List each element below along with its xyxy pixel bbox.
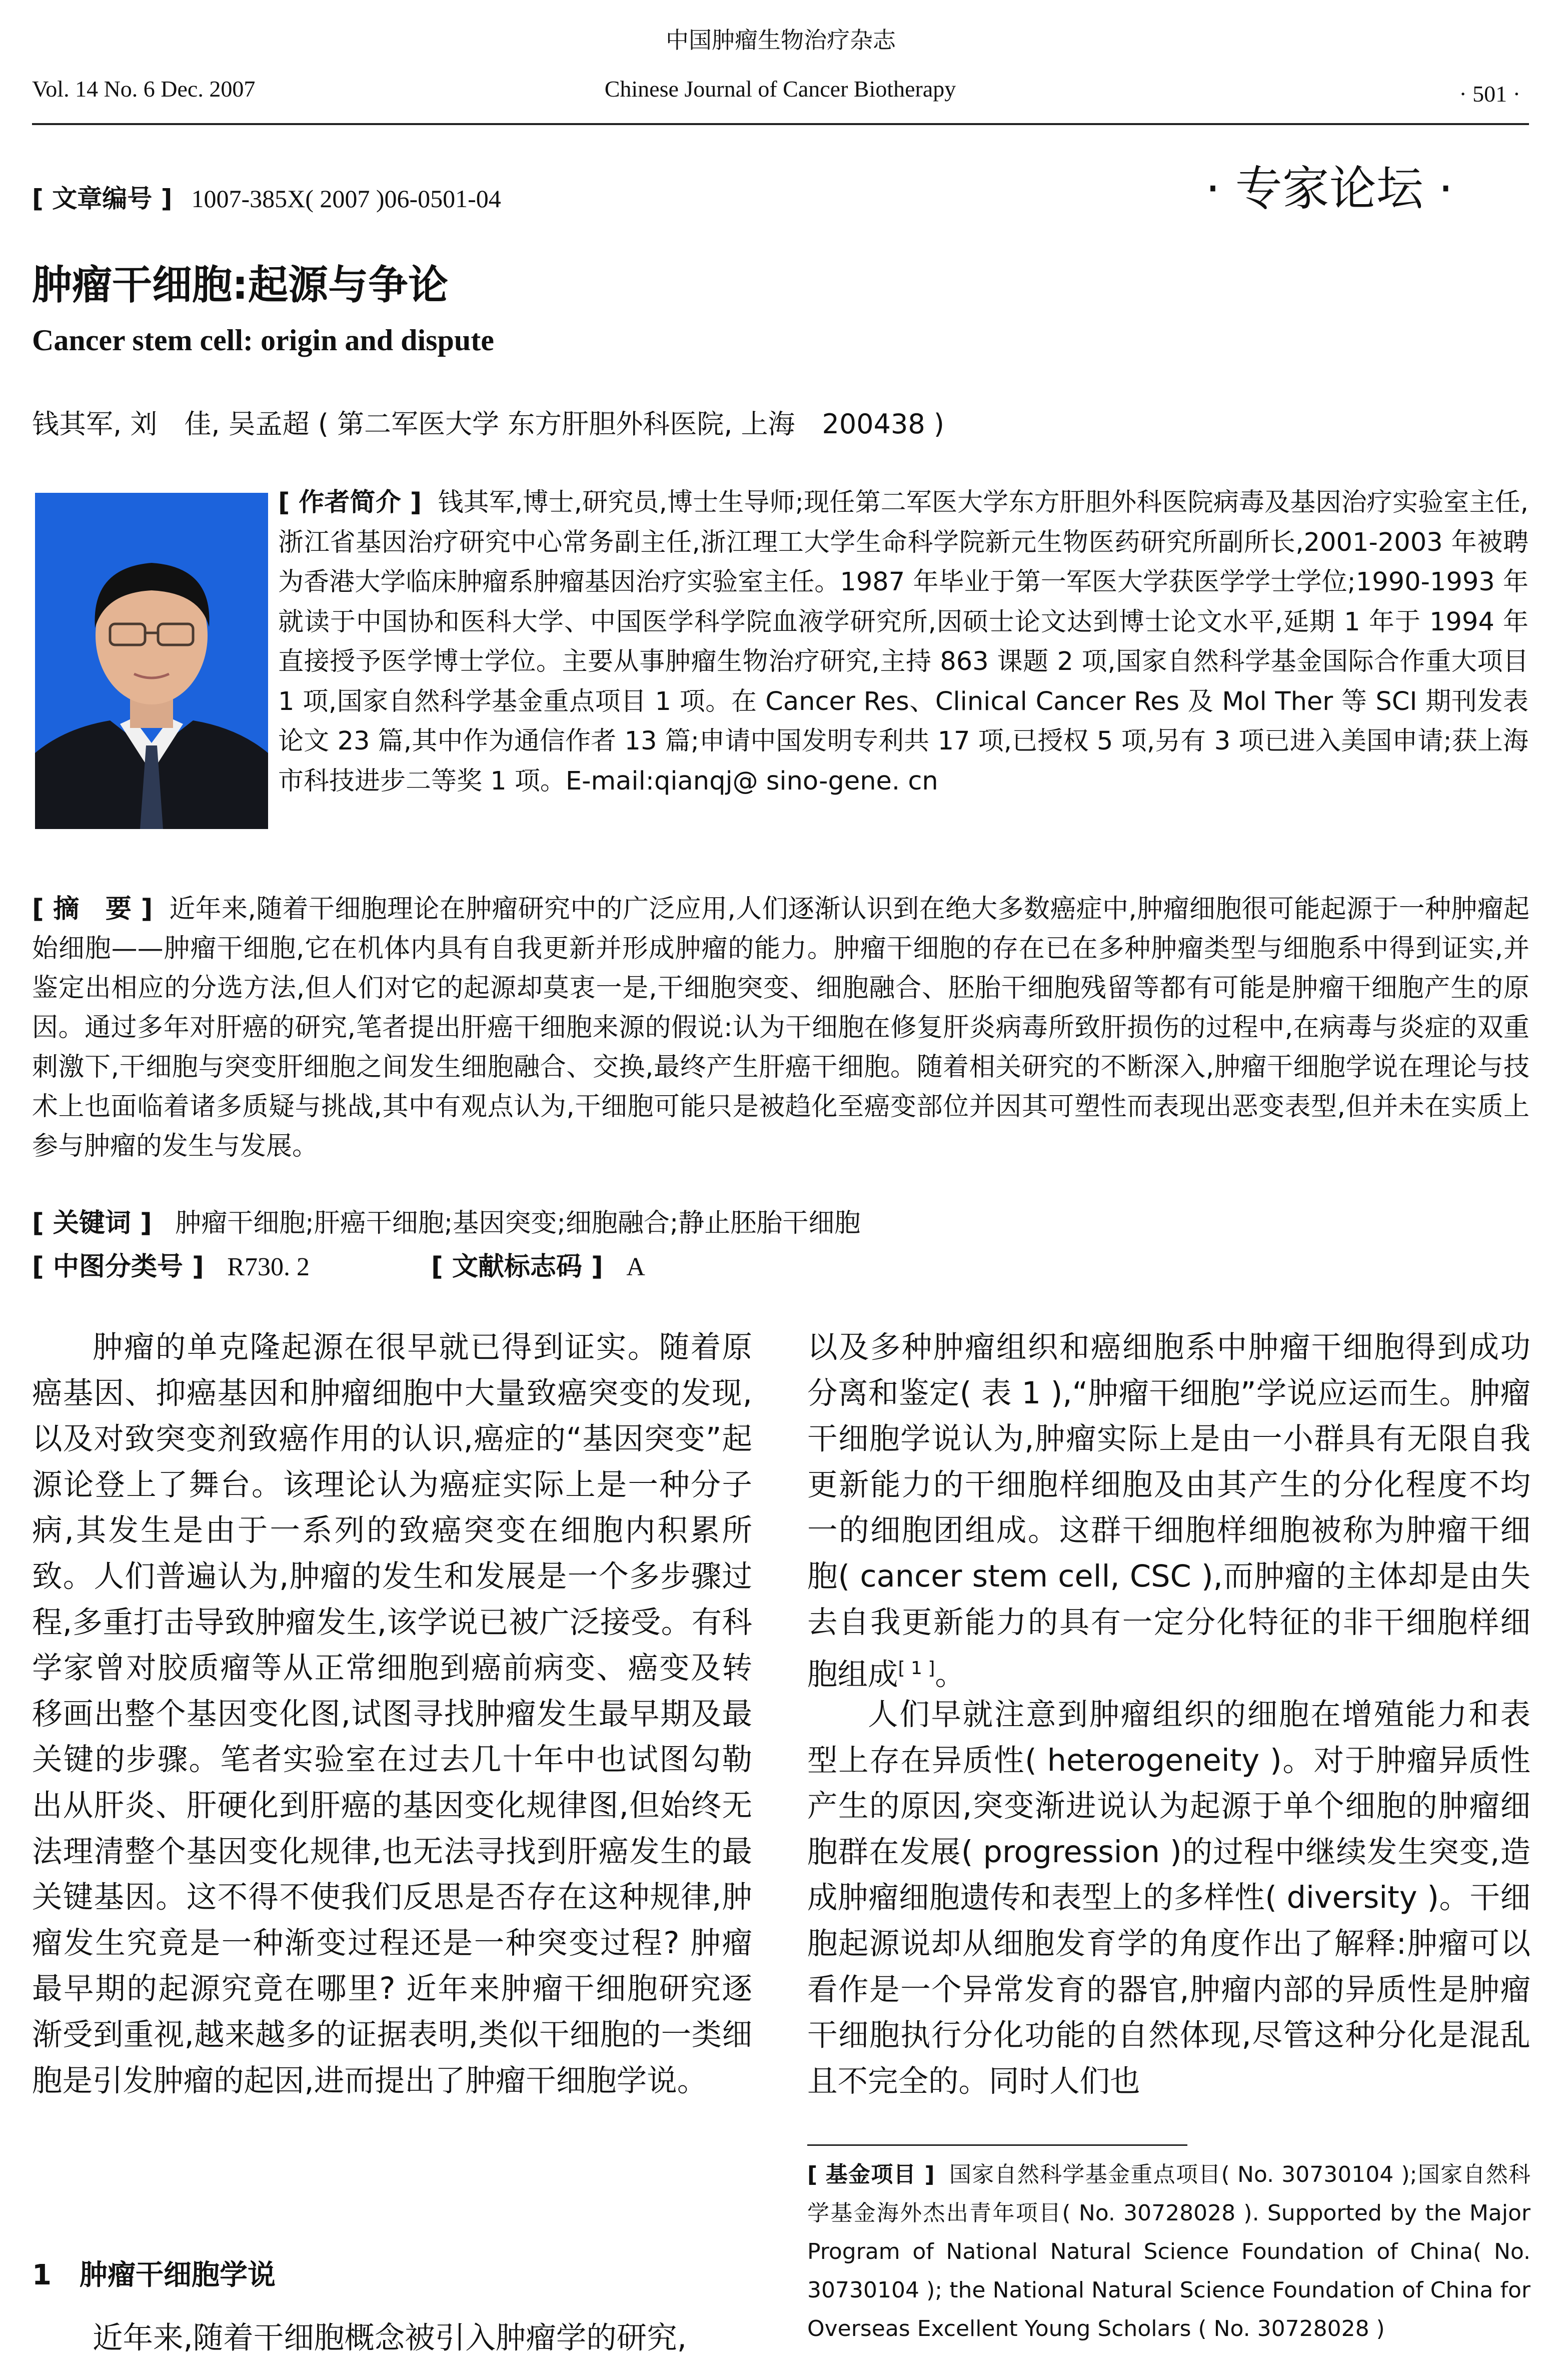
footnote-rule [807, 2144, 1187, 2146]
article-number [32, 181, 501, 216]
citation-ref-1: [ 1 ] [898, 1658, 935, 1679]
title-en: Cancer stem cell: origin and dispute [32, 324, 494, 357]
right-paragraph-1-end: 。 [935, 1657, 965, 1693]
author-bio-label: [ 作者简介 ] [278, 488, 422, 517]
section-heading-1: 1 肿瘤干细胞学说 [32, 2259, 276, 2291]
author-portrait-image [35, 493, 268, 829]
journal-name-cn: 中国肿瘤生物治疗杂志 [666, 27, 896, 54]
page-number: · 501 · [1459, 81, 1520, 107]
abstract-text: 近年来,随着干细胞理论在肿瘤研究中的广泛应用,人们逐渐认识到在绝大多数癌症中,肿瘤细胞很可能起源于一种肿瘤起始细胞——肿瘤干细胞,它在机体内具有自我更新并形成肿瘤的能力。肿瘤干细胞的存在已在多种肿瘤类型与细胞系中得到证实,并鉴定出相应的分选方法,但人们对它的起源却莫衷一是,干细胞突变、细胞融合、胚胎干细胞残留等都有可能是肿瘤干细胞产生的原因。通过多年对肝癌的研究,笔者提出肝癌干细胞来源的假说:认为干细胞在修复肝炎病毒所致肝损伤的过程中,在病毒与炎症的双重刺激下,干细胞与突变肝细胞之间发生细胞融合、交换,最终产生肝癌干细胞。随着相关研究的不断深入,肿瘤干细胞学说在理论与技术上也面临着诸多质疑与挑战,其中有观点认为,干细胞可能只是被趋化至癌变部位并因其可塑性而表现出恶变表型,但并未在实质上参与肿瘤的发生与发展。 [32, 894, 1529, 1161]
author-photo [35, 493, 268, 829]
keywords-label: [ 关键词 ] [32, 1208, 152, 1238]
right-paragraph-2: 人们早就注意到肿瘤组织的细胞在增殖能力和表型上存在异质性( heterogeneity )。对于肿瘤异质性产生的原因,突变渐进说认为起源于单个细胞的肿瘤细胞群在发展( progression )的过程中继续发生突变,造成肿瘤细胞遗传和表型上的多样性( diversity )。干细胞起源说却从细胞发育学的角度作出了解释:肿瘤可以看作是一个异常发育的器官,肿瘤内部的异质性是肿瘤干细胞执行分化功能的自然体现,尽管这种分化是混乱且不完全的。同时人们也 [807, 1697, 1530, 2099]
right-paragraph-1 [807, 1325, 1530, 1698]
volume-info: Vol. 14 No. 6 Dec. 2007 [32, 76, 256, 102]
fund-footnote [807, 2155, 1530, 2348]
left-paragraph-2: 近年来,随着干细胞概念被引入肿瘤学的研究, [93, 2320, 687, 2355]
clc-value: R730. 2 [227, 1253, 310, 1281]
abstract-label: [ 摘 要 ] [32, 894, 153, 924]
title-cn: 肿瘤干细胞:起源与争论 [32, 262, 448, 308]
authors: 钱其军, 刘 佳, 吴孟超 ( 第二军医大学 东方肝胆外科医院, 上海 200438 ) [32, 408, 944, 440]
left-paragraph-1: 肿瘤的单克隆起源在很早就已得到证实。随着原癌基因、抑癌基因和肿瘤细胞中大量致癌突变的发现,以及对致突变剂致癌作用的认识,癌症的“基因突变”起源论登上了舞台。该理论认为癌症实际上是一种分子病,其发生是由于一系列的致癌突变在细胞内积累所致。人们普遍认为,肿瘤的发生和发展是一个多步骤过程,多重打击导致肿瘤发生,该学说已被广泛接受。有科学家曾对胶质瘤等从正常细胞到癌前病变、癌变及转移画出整个基因变化图,试图寻找肿瘤发生最早期及最关键的步骤。笔者实验室在过去几十年中也试图勾勒出从肝炎、肝硬化到肝癌的基因变化规律图,但始终无法理清整个基因变化规律,也无法寻找到肝癌发生的最关键基因。这不得不使我们反思是否存在这种规律,肿瘤发生究竟是一种渐变过程还是一种突变过程? 肿瘤最早期的起源究竟在哪里? 近年来肿瘤干细胞研究逐渐受到重视,越来越多的证据表明,类似干细胞的一类细胞是引发肿瘤的起因,进而提出了肿瘤干细胞学说。 [32, 1330, 752, 2098]
fund-text: 国家自然科学基金重点项目( No. 30730104 );国家自然科学基金海外杰出青年项目( No. 30728028 ). Supported by the Major Program of National Natural Science Foundation of China( No. 30730104 ); the National Natural Science Foundation of China for Overseas Excellent Young Scholars ( No. 30728028 ) [807, 2162, 1530, 2341]
header-rule [32, 123, 1529, 125]
doc-code-value: A [626, 1253, 645, 1281]
author-bio-text: 钱其军,博士,研究员,博士生导师;现任第二军医大学东方肝胆外科医院病毒及基因治疗实验室主任,浙江省基因治疗研究中心常务副主任,浙江理工大学生命科学院新元生物医药研究所副所长,2001-2003 年被聘为香港大学临床肿瘤系肿瘤基因治疗实验室主任。1987 年毕业于第一军医大学获医学学士学位;1990-1993 年就读于中国协和医科大学、中国医学科学院血液学研究所,因硕士论文达到博士论文水平,延期 1 年于 1994 年直接授予医学博士学位。主要从事肿瘤生物治疗研究,主持 863 课题 2 项,国家自然科学基金国际合作重大项目 1 项,国家自然科学基金重点项目 1 项。在 Cancer Res、Clinical Cancer Res 及 Mol Ther 等 SCI 期刊发表论文 23 篇,其中作为通信作者 13 篇;申请中国发明专利共 17 项,已授权 5 项,另有 3 项已进入美国申请;获上海市科技进步二等奖 1 项。E-mail:qianqj@ sino-gene. cn [278, 488, 1528, 796]
document-code [431, 1247, 645, 1287]
author-bio [278, 483, 1528, 801]
right-paragraph-1-text: 以及多种肿瘤组织和癌细胞系中肿瘤干细胞得到成功分离和鉴定( 表 1 ),“肿瘤干细胞”学说应运而生。肿瘤干细胞学说认为,肿瘤实际上是由一小群具有无限自我更新能力的干细胞样细胞及由其产生的分化程度不均一的细胞团组成。这群干细胞样细胞被称为肿瘤干细胞( cancer stem cell, CSC ),而肿瘤的主体却是由失去自我更新能力的具有一定分化特征的非干细胞样细胞组成 [807, 1330, 1530, 1693]
keywords-text: 肿瘤干细胞;肝癌干细胞;基因突变;细胞融合;静止胚胎干细胞 [175, 1208, 861, 1238]
abstract [32, 890, 1529, 1166]
article-number-value: 1007-385X( 2007 )06-0501-04 [191, 185, 501, 213]
journal-name-en: Chinese Journal of Cancer Biotherapy [604, 76, 956, 102]
keywords [32, 1203, 860, 1243]
classification [32, 1247, 310, 1287]
article-number-label: [ 文章编号 ] [32, 184, 173, 213]
column-label: · 专家论坛 · [1205, 162, 1453, 216]
fund-label: [ 基金项目 ] [807, 2162, 935, 2187]
doc-code-label: [ 文献标志码 ] [431, 1252, 603, 1282]
clc-label: [ 中图分类号 ] [32, 1252, 204, 1282]
